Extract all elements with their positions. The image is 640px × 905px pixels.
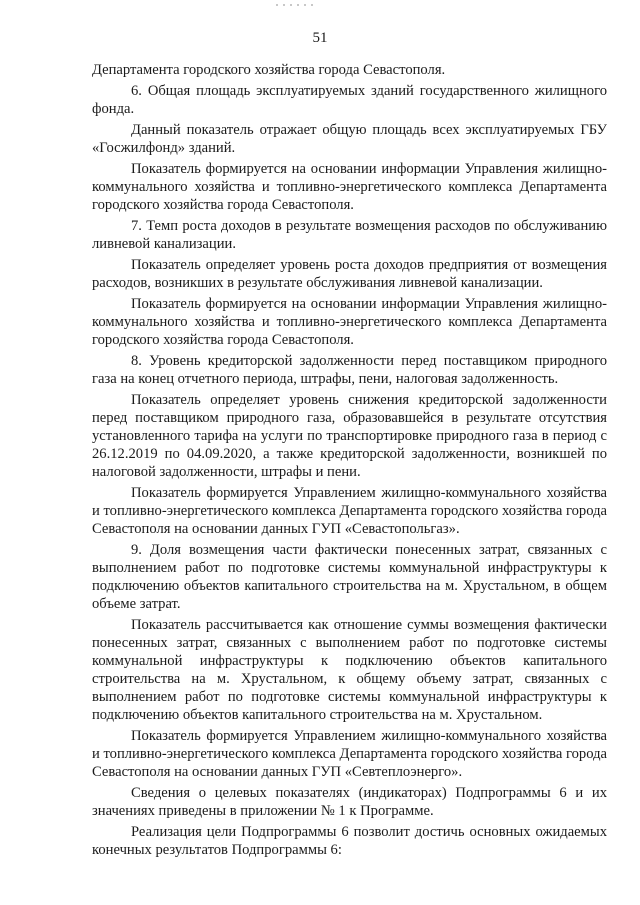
- paragraph: Сведения о целевых показателях (индикаторах) Подпрограммы 6 и их значениях приведены в приложении № 1 к Программе.: [92, 785, 607, 819]
- document-body: [92, 61, 607, 862]
- paragraph: Показатель формируется на основании информации Управления жилищно-коммунального хозяйства и топливно-энергетического комплекса Департамента городского хозяйства города Севастополя.: [92, 161, 607, 213]
- paragraph: Показатель рассчитывается как отношение суммы возмещения фактически понесенных затрат, связанных с выполнением работ по подготовке системы коммунальной инфраструктуры к подключению объектов капитального строительства на м. Хрустальном, к общему объему затрат, связанных с выполнением работ по подготовке системы коммунальной инфраструктуры к подключению объектов капитального строительства на м. Хрустальном.: [92, 617, 607, 723]
- paragraph: Показатель формируется на основании информации Управления жилищно-коммунального хозяйства и топливно-энергетического комплекса Департамента городского хозяйства города Севастополя.: [92, 296, 607, 348]
- paragraph: Показатель формируется Управлением жилищно-коммунального хозяйства и топливно-энергетического комплекса Департамента городского хозяйства города Севастополя на основании данных ГУП «Севтеплоэнерго».: [92, 728, 608, 780]
- paragraph: Показатель определяет уровень роста доходов предприятия от возмещения расходов, возникших в результате обслуживания ливневой канализации.: [92, 257, 607, 291]
- paragraph: Данный показатель отражает общую площадь всех эксплуатируемых ГБУ «Госжилфонд» зданий.: [92, 122, 607, 156]
- paragraph: 9. Доля возмещения части фактически понесенных затрат, связанных с выполнением работ по подготовке системы коммунальной инфраструктуры к подключению объектов капитального строительства на м. Хрустальном, в общем объеме затрат.: [92, 542, 607, 612]
- paragraph: Показатель определяет уровень снижения кредиторской задолженности перед поставщиком природного газа, образовавшейся в результате отсутствия установленного тарифа на услуги по транспортировке природного газа в период с 26.12.2019 по 04.09.2020, а также кредиторской задолженности, возникшей по налоговой задолженности, штрафы и пени.: [92, 392, 607, 480]
- paragraph: Департамента городского хозяйства города Севастополя.: [92, 62, 446, 78]
- paragraph: 6. Общая площадь эксплуатируемых зданий государственного жилищного фонда.: [92, 83, 607, 117]
- paragraph: Показатель формируется Управлением жилищно-коммунального хозяйства и топливно-энергетического комплекса Департамента городского хозяйства города Севастополя на основании данных ГУП «Севастопольгаз».: [92, 485, 608, 537]
- paragraph: 8. Уровень кредиторской задолженности перед поставщиком природного газа на конец отчетного периода, штрафы, пени, налоговая задолженность.: [92, 353, 607, 387]
- paragraph: Реализация цели Подпрограммы 6 позволит достичь основных ожидаемых конечных результатов Подпрограммы 6:: [92, 824, 607, 858]
- page-number: 51: [312, 30, 328, 46]
- scan-speck: [276, 4, 316, 6]
- paragraph: 7. Темп роста доходов в результате возмещения расходов по обслуживанию ливневой канализации.: [92, 218, 607, 252]
